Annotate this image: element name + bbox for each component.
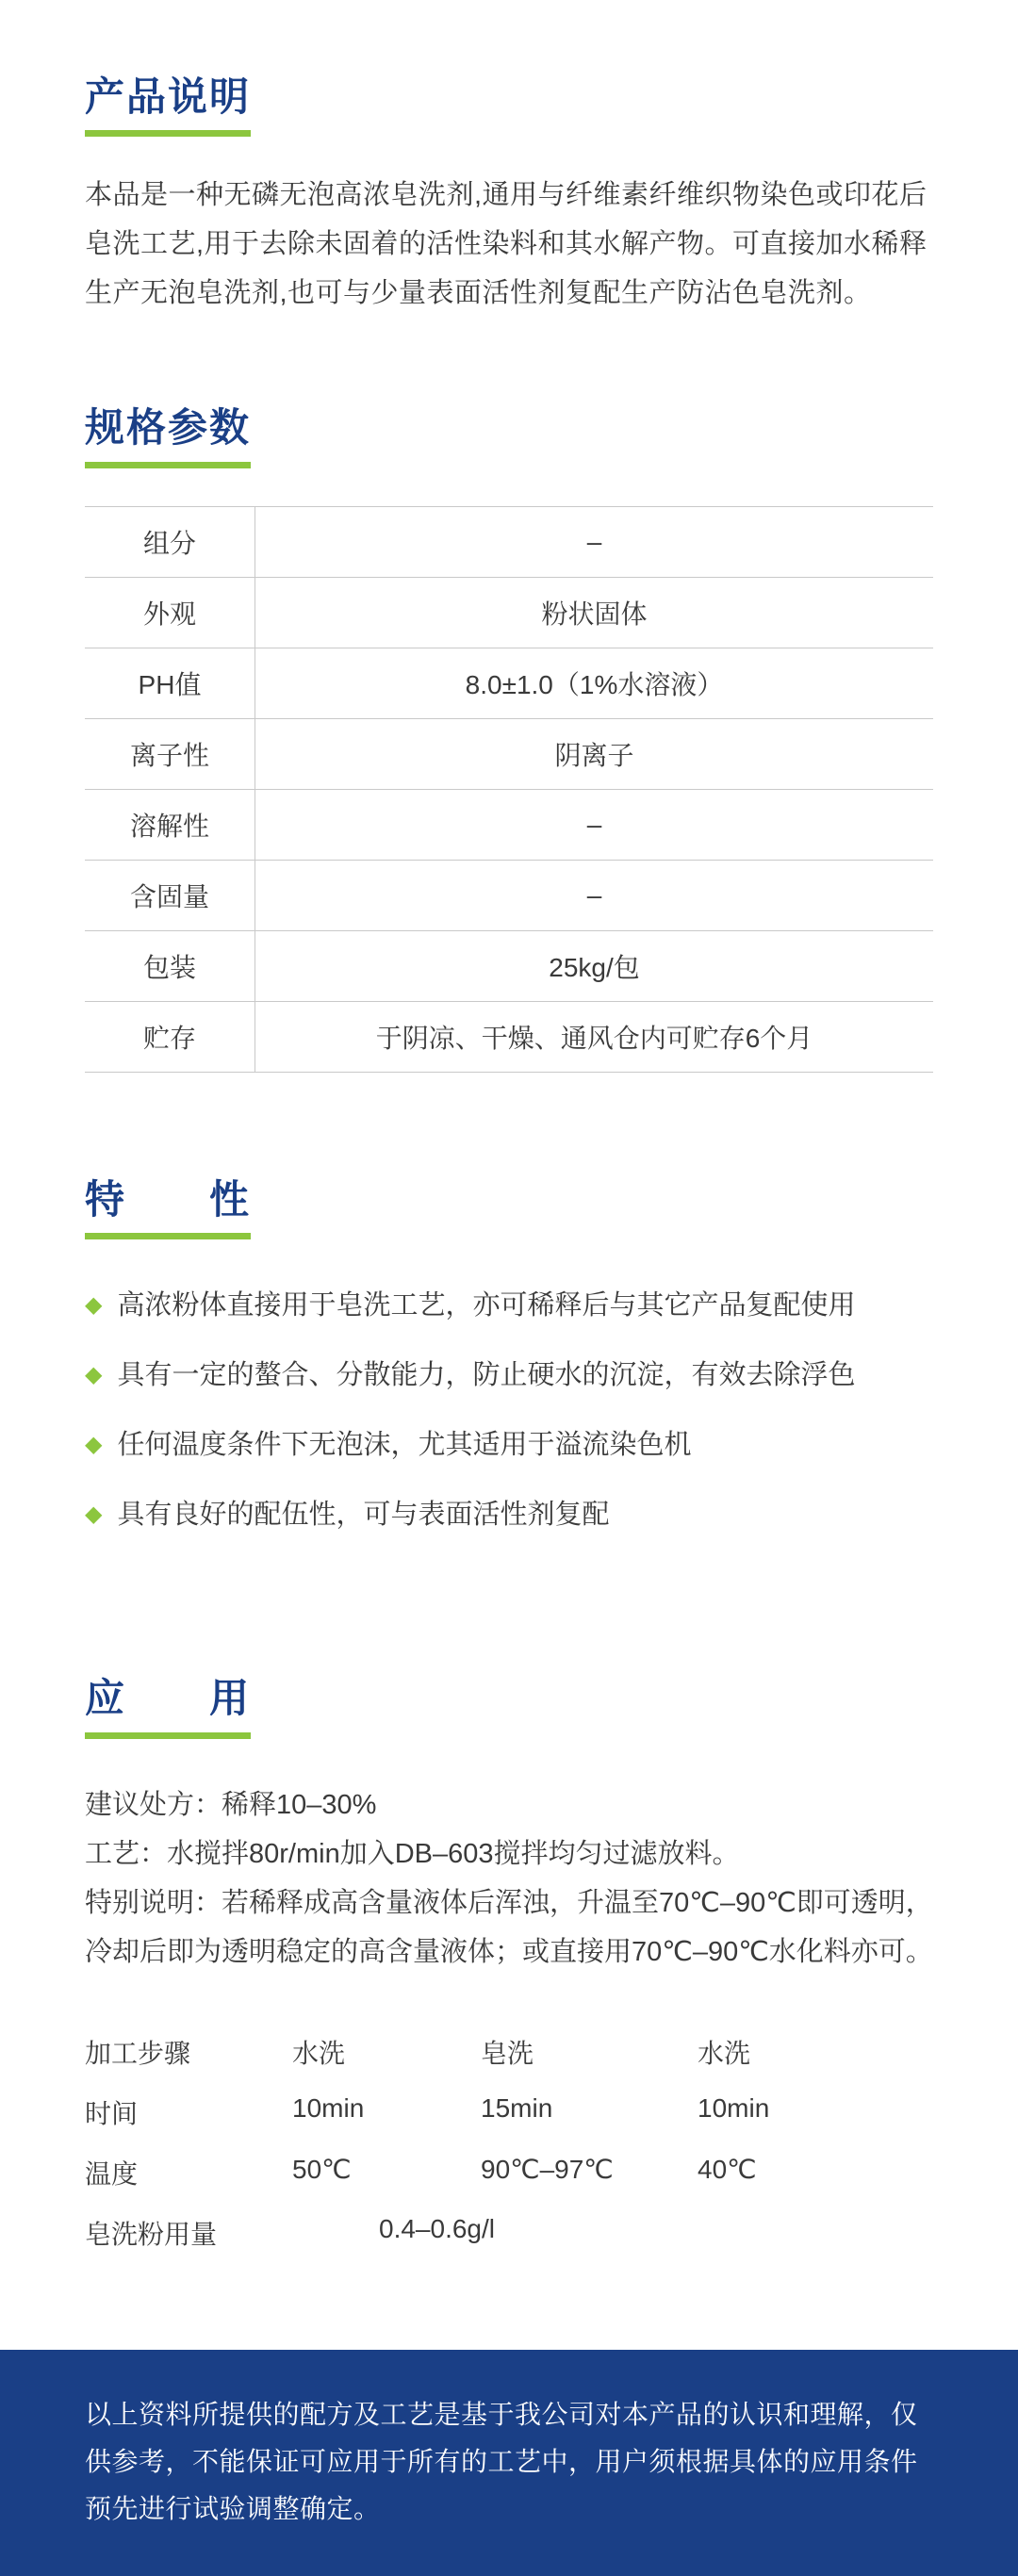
section-heading-product [85, 74, 251, 137]
table-row [85, 860, 933, 930]
diamond-bullet-icon: ◆ [85, 1432, 103, 1458]
apply-line-process: 工艺：水搅拌80r/min加入DB–603搅拌均匀过滤放料。 [85, 1838, 740, 1869]
process-cell: 50℃ [292, 2154, 352, 2184]
spec-key: 外观 [85, 577, 255, 648]
feature-text: 具有良好的配伍性，可与表面活性剂复配 [117, 1500, 610, 1531]
process-cell: 加工步骤 [85, 2038, 191, 2068]
spec-value: 8.0±1.0（1%水溶液） [465, 669, 724, 699]
table-row [85, 506, 933, 577]
list-item [85, 1285, 933, 1326]
heading-underline [85, 1732, 251, 1739]
feature-list [85, 1285, 933, 1535]
section-heading-apply-text: 应 用 [85, 1676, 252, 1721]
heading-underline [85, 462, 251, 468]
apply-line-note: 特别说明：若稀释成高含量液体后浑浊，升温至70℃–90℃即可透明，冷却后即为透明稳定的高含量液体；或直接用70℃–90℃水化料亦可。 [85, 1887, 933, 1967]
table-row [85, 789, 933, 860]
section-heading-spec [85, 404, 251, 468]
process-cell: 90℃–97℃ [481, 2154, 614, 2184]
process-cell: 时间 [85, 2098, 139, 2128]
table-row [85, 648, 933, 718]
list-item [85, 1354, 933, 1396]
diamond-bullet-icon: ◆ [85, 1501, 103, 1528]
process-cell: 15min [481, 2092, 553, 2123]
product-description-text: 本品是一种无磷无泡高浓皂洗剂,通用与纤维素纤维织物染色或印花后皂洗工艺,用于去除未固着的活性染料和其水解产物。可直接加水稀释生产无泡皂洗剂,也可与少量表面活性剂复配生产防沾色皂洗剂。 [85, 180, 928, 309]
process-cell: 温度 [85, 2158, 139, 2189]
spec-key: PH值 [85, 648, 255, 718]
diamond-bullet-icon: ◆ [85, 1362, 103, 1388]
process-cell: 10min [292, 2092, 365, 2123]
heading-underline [85, 130, 251, 137]
process-cell: 水洗 [698, 2038, 751, 2068]
spec-value: – [586, 879, 602, 910]
spec-value: 粉状固体 [541, 599, 648, 629]
spec-key: 含固量 [85, 860, 255, 930]
section-heading-apply [85, 1675, 251, 1738]
process-cell: 10min [698, 2092, 770, 2123]
spec-key: 离子性 [85, 718, 255, 789]
section-heading-feature-text: 特 性 [85, 1176, 252, 1222]
table-row [85, 2203, 867, 2263]
table-row [85, 1001, 933, 1072]
feature-text: 任何温度条件下无泡沫，尤其适用于溢流染色机 [117, 1430, 692, 1461]
spec-key: 溶解性 [85, 789, 255, 860]
section-heading-product-text: 产品说明 [85, 74, 252, 119]
disclaimer-footer: 以上资料所提供的配方及工艺是基于我公司对本产品的认识和理解，仅供参考，不能保证可应用于所有的工艺中，用户须根据具体的应用条件预先进行试验调整确定。 [0, 2350, 1018, 2576]
list-item [85, 1424, 933, 1466]
diamond-bullet-icon: ◆ [85, 1292, 103, 1319]
table-row [85, 2022, 867, 2082]
list-item [85, 1494, 933, 1535]
spec-table [85, 506, 933, 1073]
spec-key: 组分 [85, 506, 255, 577]
spec-value: 阴离子 [554, 740, 634, 770]
table-row [85, 2082, 867, 2142]
spec-value: – [586, 526, 602, 556]
table-row [85, 930, 933, 1001]
table-row [85, 577, 933, 648]
feature-text: 具有一定的螯合、分散能力，防止硬水的沉淀，有效去除浮色 [117, 1360, 856, 1391]
spec-key: 包装 [85, 930, 255, 1001]
process-cell-dosage: 0.4–0.6g/l [379, 2213, 495, 2243]
spec-value: 于阴凉、干燥、通风仓内可贮存6个月 [375, 1023, 813, 1053]
section-heading-feature [85, 1176, 251, 1239]
table-row [85, 2142, 867, 2203]
process-cell-label: 皂洗粉用量 [85, 2219, 218, 2249]
table-row [85, 718, 933, 789]
spec-value: – [586, 809, 602, 839]
apply-paragraph [85, 1780, 933, 1977]
spec-key: 贮存 [85, 1001, 255, 1072]
apply-line-formula: 建议处方：稀释10–30% [85, 1789, 377, 1820]
section-heading-spec-text: 规格参数 [85, 405, 252, 451]
spec-value: 25kg/包 [549, 952, 640, 982]
process-cell: 水洗 [292, 2038, 346, 2068]
heading-underline [85, 1233, 251, 1239]
process-cell: 40℃ [698, 2154, 757, 2184]
feature-text: 高浓粉体直接用于皂洗工艺，亦可稀释后与其它产品复配使用 [117, 1290, 856, 1321]
process-table [85, 2022, 867, 2263]
process-cell: 皂洗 [481, 2038, 534, 2068]
